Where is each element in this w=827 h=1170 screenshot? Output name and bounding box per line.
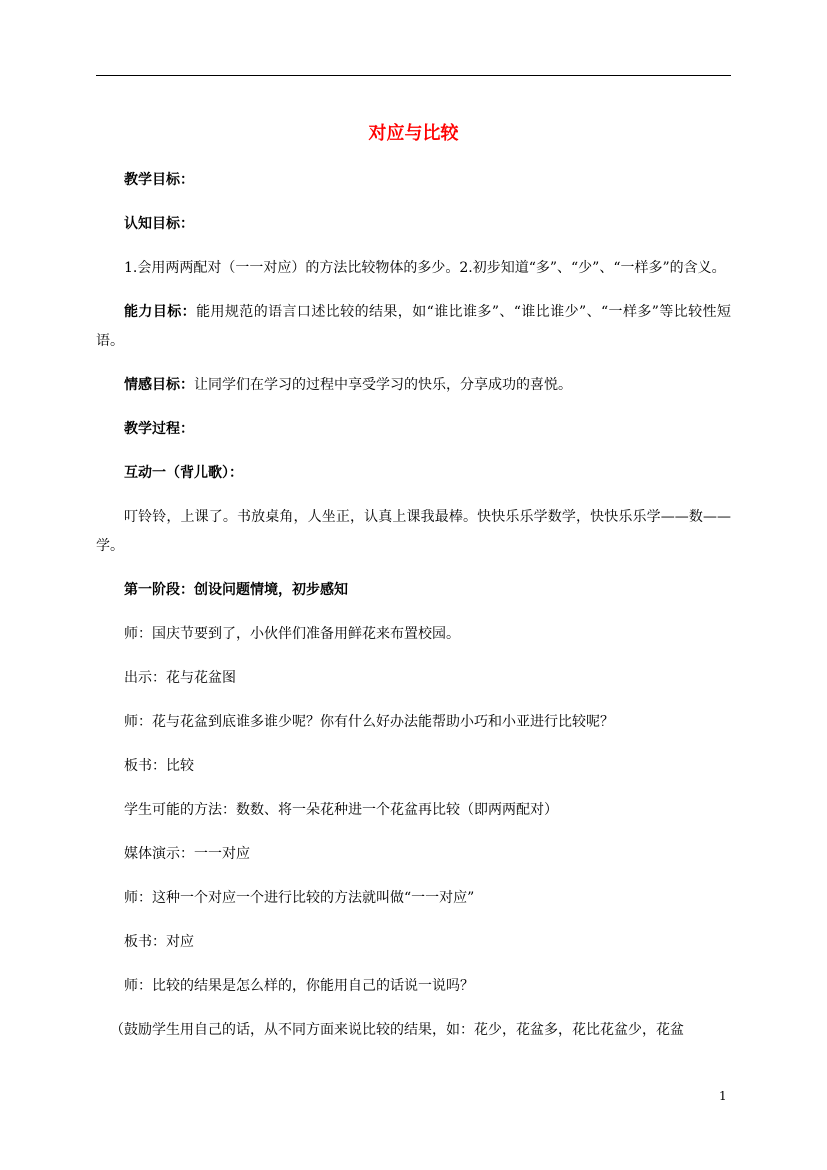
document-title: 对应与比较 bbox=[368, 123, 459, 144]
paragraph-teacher-ask: 师：比较的结果是怎么样的，你能用自己的话说一说吗？ bbox=[124, 978, 474, 994]
paragraph-teacher-explain: 师：这种一个对应一个进行比较的方法就叫做“一一对应” bbox=[124, 890, 475, 906]
section-heading-process: 教学过程： bbox=[124, 421, 194, 437]
section-heading-stage-one: 第一阶段：创设问题情境，初步感知 bbox=[124, 582, 348, 598]
emotion-goals-text: 让同学们在学习的过程中享受学习的快乐，分享成功的喜悦。 bbox=[194, 377, 572, 393]
paragraph-teacher-intro: 师：国庆节要到了，小伙伴们准备用鲜花来布置校园。 bbox=[124, 626, 460, 642]
paragraph-board-correspond: 板书：对应 bbox=[124, 934, 194, 950]
paragraph-cognitive-goals: 1.会用两两配对（一一对应）的方法比较物体的多少。2.初步知道“多”、“少”、“一样多”的含义。 bbox=[124, 260, 726, 276]
section-heading-interaction-one: 互动一（背儿歌）： bbox=[124, 465, 243, 481]
paragraph-show-picture: 出示：花与花盆图 bbox=[124, 670, 236, 686]
paragraph-board-compare: 板书：比较 bbox=[124, 758, 194, 774]
document-body bbox=[96, 166, 731, 1045]
paragraph-ability-goals bbox=[96, 298, 731, 356]
paragraph-nursery-rhyme: 叮铃铃，上课了。书放桌角，人坐正，认真上课我最棒。快快乐乐学数学，快快乐乐学——数——学。 bbox=[96, 509, 731, 554]
page-number: 1 bbox=[719, 1089, 727, 1103]
section-heading-cognitive: 认知目标： bbox=[124, 216, 194, 232]
paragraph-emotion-goals bbox=[96, 371, 731, 400]
paragraph-teacher-question: 师：花与花盆到底谁多谁少呢？你有什么好办法能帮助小巧和小亚进行比较呢？ bbox=[124, 714, 614, 730]
ability-goals-text: 能用规范的语言口述比较的结果，如“谁比谁多”、“谁比谁少”、“一样多”等比较性短语。 bbox=[96, 304, 731, 349]
ability-goals-label: 能力目标： bbox=[124, 304, 197, 320]
paragraph-media-demo: 媒体演示：一一对应 bbox=[124, 846, 250, 862]
header-rule bbox=[96, 75, 731, 76]
section-heading-objectives: 教学目标： bbox=[124, 172, 194, 188]
paragraph-encourage-students: （鼓励学生用自己的话，从不同方面来说比较的结果，如：花少，花盆多，花比花盆少，花盆 bbox=[110, 1022, 684, 1038]
emotion-goals-label: 情感目标： bbox=[124, 377, 194, 393]
paragraph-student-methods: 学生可能的方法：数数、将一朵花种进一个花盆再比较（即两两配对） bbox=[124, 802, 558, 818]
